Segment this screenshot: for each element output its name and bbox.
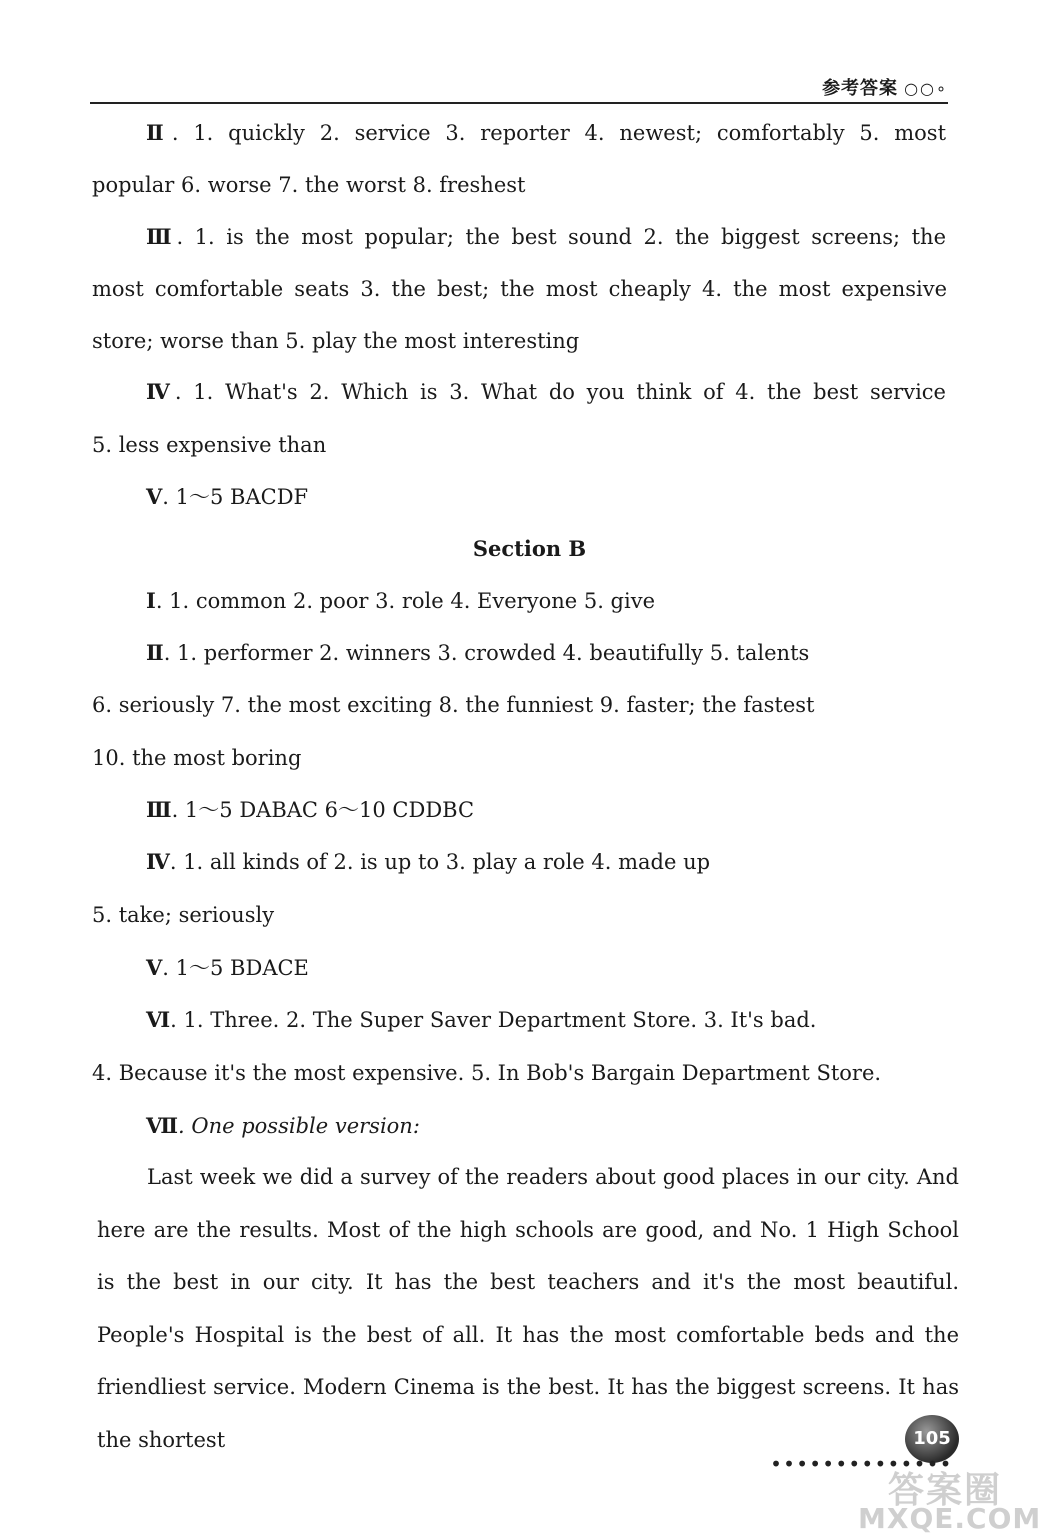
answer-text: . 1. Three. 2. The Super Saver Department Store. 3. It's bad.	[170, 1008, 817, 1032]
footer-dots: ••••••••••••••	[770, 1452, 953, 1476]
roman-numeral: Ⅱ	[146, 120, 172, 145]
answer-text: . 1. all kinds of 2. is up to 3. play a role 4. made up	[169, 850, 711, 874]
watermark-top: 答案圈	[888, 1470, 1003, 1511]
answer-text: . 1～5 BACDF	[162, 485, 309, 509]
answer-b-vii-label	[146, 1113, 946, 1139]
answer-b-ii-line-1	[146, 640, 886, 666]
answer-b-iii-line-1	[146, 797, 946, 823]
answer-text: . 1. performer 2. winners 3. crowded 4. beautifully 5. talents	[163, 641, 810, 665]
answer-b-ii-line-2: 6. seriously 7. the most exciting 8. the funniest 9. faster; the fastest	[92, 693, 815, 717]
answer-iii-line-3: store; worse than 5. play the most interesting	[92, 329, 580, 353]
answer-b-ii-line-3: 10. the most boring	[92, 746, 302, 770]
header-title: 参考答案	[822, 78, 899, 99]
answer-b-v-line-1	[146, 955, 946, 981]
answer-text: . 1. What's 2. Which is 3. What do you think of 4. the best service	[174, 380, 946, 404]
header-label	[822, 74, 948, 100]
answer-iii-line-2: most comfortable seats 3. the best; the most cheaply 4. the most expensive	[92, 277, 947, 301]
answer-b-iv-line-1	[146, 849, 946, 875]
watermark	[858, 1462, 1058, 1534]
header-circles-icon: ○○∘	[904, 79, 948, 98]
roman-numeral: Ⅴ	[146, 484, 163, 509]
roman-numeral: Ⅰ	[146, 588, 156, 613]
roman-numeral: Ⅶ	[146, 1113, 179, 1138]
answer-text: . 1～5 BDACE	[162, 956, 309, 980]
answer-b-vi-line-1	[146, 1007, 896, 1033]
roman-numeral: Ⅳ	[146, 379, 175, 404]
section-b-title: Section B	[472, 536, 587, 561]
roman-numeral: Ⅲ	[146, 224, 177, 249]
answer-iii-line-1	[146, 224, 946, 250]
roman-numeral: Ⅴ	[146, 955, 163, 980]
roman-numeral: Ⅳ	[146, 849, 170, 874]
answer-iv-line-2: 5. less expensive than	[92, 433, 327, 457]
answer-b-iv-line-2: 5. take; seriously	[92, 903, 275, 927]
answer-b-vi-line-2: 4. Because it's the most expensive. 5. In Bob's Bargain Department Store.	[92, 1061, 882, 1085]
running-header	[90, 70, 948, 104]
answer-iv-line-1	[146, 379, 946, 405]
answer-ii-line-2: popular 6. worse 7. the worst 8. freshest	[92, 173, 526, 197]
roman-numeral: Ⅲ	[146, 797, 172, 822]
essay-paragraph: Last week we did a survey of the readers about good places in our city. And here are the results. Most of the high schools are good, and No. 1 High School is the best in our city. It has the best teachers and it's the most beautiful. People's Hospital is the best of all. It has the most comfortable beds and the friendliest service. Modern Cinema is the best. It has the biggest screens. It has the shortest	[97, 1165, 959, 1452]
page-number: 105	[913, 1428, 951, 1449]
answer-text: . One possible version:	[178, 1114, 420, 1138]
answer-v-line-1	[146, 484, 946, 510]
answer-text: . 1～5 DABAC 6～10 CDDBC	[171, 798, 475, 822]
answer-ii-line-1	[146, 120, 946, 146]
roman-numeral: Ⅱ	[146, 640, 164, 665]
answer-text: . 1. is the most popular; the best sound 2. the biggest screens; the	[176, 225, 946, 249]
answer-text: . 1. quickly 2. service 3. reporter 4. newest; comfortably 5. most	[171, 121, 947, 145]
answer-b-i-line-1	[146, 588, 946, 614]
watermark-bottom: MXQE.COM	[858, 1502, 1042, 1535]
roman-numeral: Ⅵ	[146, 1007, 171, 1032]
answer-text: . 1. common 2. poor 3. role 4. Everyone 5. give	[155, 589, 655, 613]
